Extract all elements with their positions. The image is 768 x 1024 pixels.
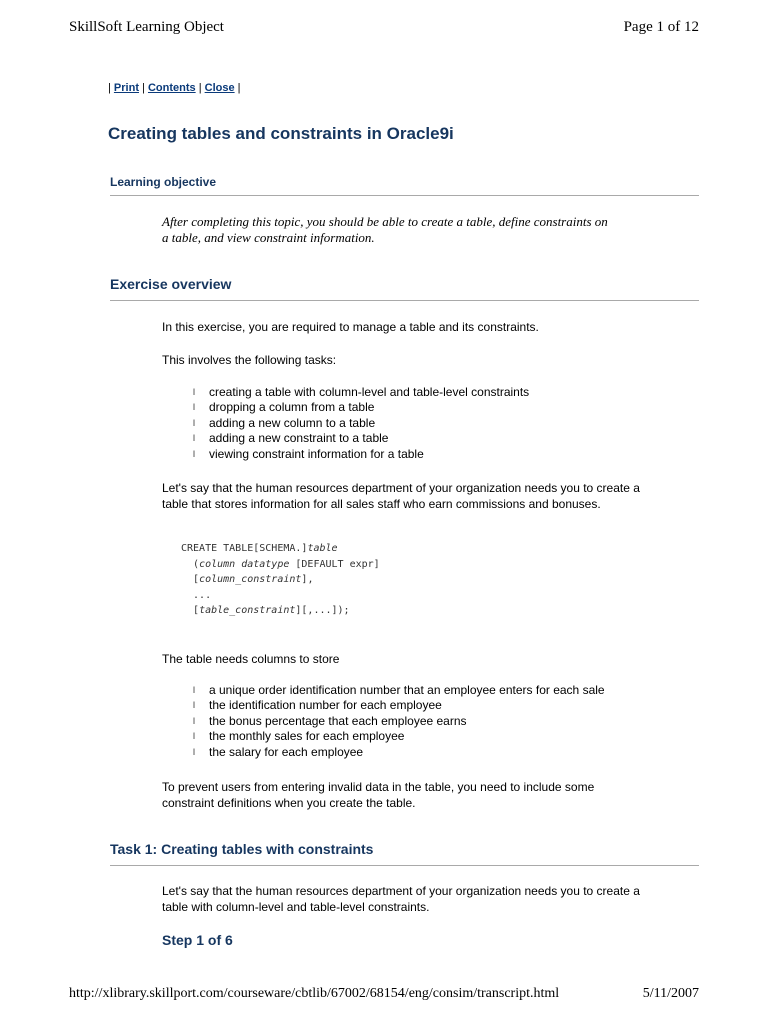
columns-intro: The table needs columns to store — [162, 652, 340, 666]
objective-line: a table, and view constraint information. — [162, 230, 375, 245]
nav-separator: | — [198, 82, 202, 94]
bullet-icon: l — [193, 387, 195, 397]
page-title: Creating tables and constraints in Oracle9i — [108, 124, 454, 143]
list-item: l adding a new constraint to a table — [193, 431, 389, 446]
objective-line: After completing this topic, you should be able to create a table, define constraints on — [162, 214, 608, 229]
step-indicator: Step 1 of 6 — [162, 932, 233, 948]
bullet-icon: l — [193, 433, 195, 444]
print-date: 5/11/2007 — [642, 986, 699, 1001]
page-url: http://xlibrary.skillport.com/courseware/cbtlib/67002/68154/eng/consim/transcript.html — [69, 986, 560, 1001]
bullet-icon: l — [193, 715, 195, 726]
list-item: l viewing constraint information for a table — [193, 446, 424, 461]
learning-objective-heading: Learning objective — [110, 175, 217, 189]
scenario-paragraph: Let's say that the human resources department of your organization needs you to create a table that stores information for all sales staff who earn commissions and bonuses. — [162, 481, 640, 511]
nav-separator: | — [142, 82, 145, 94]
tasks-intro: This involves the following tasks: — [162, 353, 337, 367]
list-item: l the salary for each employee — [193, 744, 364, 759]
contents-link[interactable]: Contents — [147, 82, 196, 94]
nav-links — [108, 82, 241, 94]
section-divider — [110, 865, 699, 866]
code-line: CREATE TABLE[SCHEMA.]table — [181, 543, 338, 554]
task1-heading: Task 1: Creating tables with constraints — [110, 841, 374, 857]
list-item: l adding a new column to a table — [193, 415, 376, 430]
close-link[interactable]: Close — [204, 82, 235, 94]
bullet-icon: l — [193, 700, 195, 711]
task1-paragraph: Let's say that the human resources department of your organization needs you to create a table with column-level and table-level constraints. — [162, 884, 640, 914]
columns-list — [193, 683, 605, 760]
constraint-paragraph: To prevent users from entering invalid data in the table, you need to include some constraint definitions when you create the table. — [162, 780, 595, 810]
code-line: (column datatype [DEFAULT expr] — [181, 558, 380, 570]
tasks-list — [193, 385, 529, 462]
list-item: l creating a table with column-level and table-level constraints — [193, 385, 530, 399]
code-line: [column_constraint], — [181, 574, 314, 585]
list-item: l the identification number for each employee — [193, 698, 442, 713]
bullet-icon: l — [193, 402, 195, 413]
list-item: l the monthly sales for each employee — [193, 729, 405, 744]
bullet-icon: l — [193, 448, 195, 459]
print-header-title: SkillSoft Learning Object — [69, 19, 224, 35]
page-number: Page 1 of 12 — [623, 19, 699, 35]
bullet-icon: l — [193, 685, 195, 695]
exercise-intro: In this exercise, you are required to manage a table and its constraints. — [162, 320, 539, 334]
code-line: [table_constraint][,...]); — [181, 605, 350, 616]
nav-separator: | — [237, 82, 241, 94]
syntax-code-block — [181, 541, 380, 619]
print-footer — [69, 986, 699, 1006]
nav-separator: | — [108, 82, 111, 94]
list-item: l the bonus percentage that each employee earns — [193, 713, 467, 728]
print-header — [69, 19, 699, 39]
section-divider — [110, 195, 699, 196]
bullet-icon: l — [193, 417, 195, 428]
list-item: l dropping a column from a table — [193, 400, 375, 415]
bullet-icon: l — [193, 731, 195, 742]
learning-objective-text — [162, 214, 662, 246]
bullet-icon: l — [193, 746, 195, 757]
section-divider — [110, 300, 699, 301]
print-link[interactable]: Print — [113, 82, 139, 94]
code-line: ... — [181, 589, 212, 601]
list-item: l a unique order identification number that an employee enters for each sale — [193, 683, 605, 697]
exercise-overview-heading: Exercise overview — [110, 276, 232, 292]
